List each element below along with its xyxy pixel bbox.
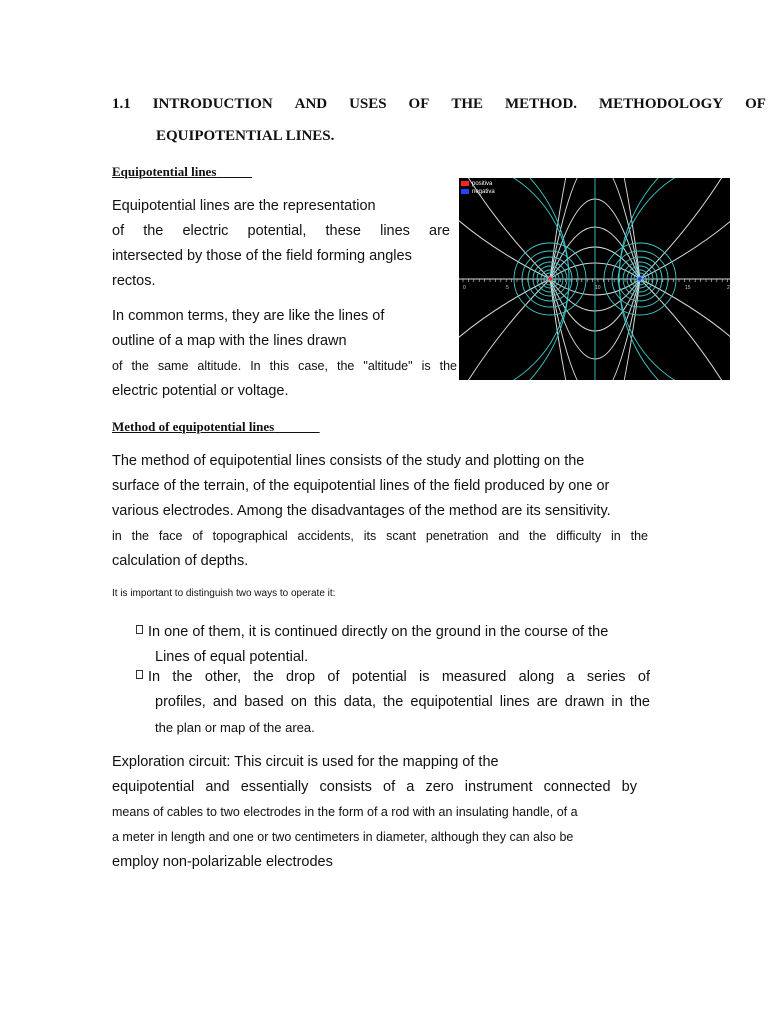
heading-line-2: EQUIPOTENTIAL LINES. xyxy=(156,128,335,144)
text-line: surface of the terrain, of the equipotential lines of the field produced by one or xyxy=(112,478,610,494)
legend-swatch xyxy=(461,181,469,186)
heading-word: USES xyxy=(349,96,387,112)
text-line: of the same altitude. In this case, the "altitude" is the xyxy=(112,359,457,373)
axis-tick-label: 5 xyxy=(506,285,509,291)
text-line: In one of them, it is continued directly on the ground in the course of the xyxy=(148,624,609,640)
text-line: intersected by those of the field forming angles xyxy=(112,248,412,264)
text-line: rectos. xyxy=(112,273,156,289)
field-line xyxy=(640,279,730,380)
field-line xyxy=(640,178,730,279)
text-line: of the electric potential, these lines are xyxy=(112,223,450,239)
positive-charge xyxy=(548,277,552,281)
heading-word: METHOD. xyxy=(504,96,578,112)
text-line: employ non-polarizable electrodes xyxy=(112,854,333,870)
axis-tick-label: 15 xyxy=(685,285,691,291)
paragraph-analogy xyxy=(112,304,457,404)
negative-charge xyxy=(638,277,642,281)
heading-line-1 xyxy=(112,93,766,115)
equipotential-figure xyxy=(459,178,730,380)
heading-word: AND xyxy=(294,96,328,112)
text-line: outline of a map with the lines drawn xyxy=(112,333,347,349)
text-line: In common terms, they are like the lines of xyxy=(112,308,385,324)
text-line: In the other, the drop of potential is measured along a series of xyxy=(148,669,650,685)
heading-word: OF xyxy=(745,96,766,112)
text-line: means of cables to two electrodes in the form of a rod with an insulating handle, of a xyxy=(112,805,578,819)
paragraph-definition xyxy=(112,194,450,294)
text-line: the plan or map of the area. xyxy=(155,720,315,735)
text-line: various electrodes. Among the disadvantages of the method are its sensitivity. xyxy=(112,503,611,519)
text-line: The method of equipotential lines consists of the study and plotting on the xyxy=(112,453,585,469)
text-line: Lines of equal potential. xyxy=(155,649,309,665)
heading-word: INTRODUCTION xyxy=(152,96,273,112)
text-line: Exploration circuit: This circuit is used for the mapping of the xyxy=(112,754,499,770)
text-line: a meter in length and one or two centimeters in diameter, although they can also be xyxy=(112,830,574,844)
text-line: Equipotential lines are the representation xyxy=(112,198,376,214)
axis-tick-label: 10 xyxy=(595,285,601,291)
heading-word: THE xyxy=(451,96,484,112)
bullet-box-icon xyxy=(136,670,143,679)
bullet-item xyxy=(136,620,650,670)
text-line: equipotential and essentially consists of a zero instrument connected by xyxy=(112,779,637,795)
subheading-method: Method of equipotential lines xyxy=(112,419,275,434)
heading-word: 1.1 xyxy=(112,96,131,112)
legend-item-negative: negativa xyxy=(461,188,495,196)
operation-note: It is important to distinguish two ways to operate it: xyxy=(112,588,336,599)
axis-tick-label: 2 xyxy=(727,285,730,291)
text-line: electric potential or voltage. xyxy=(112,383,289,399)
equipotential-plot xyxy=(459,178,730,380)
paragraph-method xyxy=(112,449,648,574)
figure-legend xyxy=(461,180,495,196)
section-heading xyxy=(112,93,766,147)
bullet-item xyxy=(136,665,650,740)
text-line: in the face of topographical accidents, its scant penetration and the difficulty in the xyxy=(112,529,648,543)
text-line: calculation of depths. xyxy=(112,553,249,569)
text-line: profiles, and based on this data, the equipotential lines are drawn in the xyxy=(155,694,650,710)
legend-swatch xyxy=(461,189,469,194)
bullet-list xyxy=(136,620,650,740)
paragraph-exploration-circuit xyxy=(112,750,637,875)
field-line xyxy=(459,279,550,380)
heading-word: OF xyxy=(408,96,430,112)
subheading-equipotential-lines: Equipotential lines xyxy=(112,164,217,179)
bullet-box-icon xyxy=(136,625,143,634)
legend-item-positive: positiva xyxy=(461,180,495,188)
heading-word: METHODOLOGY xyxy=(598,96,724,112)
axis-tick-label: 0 xyxy=(463,285,466,291)
